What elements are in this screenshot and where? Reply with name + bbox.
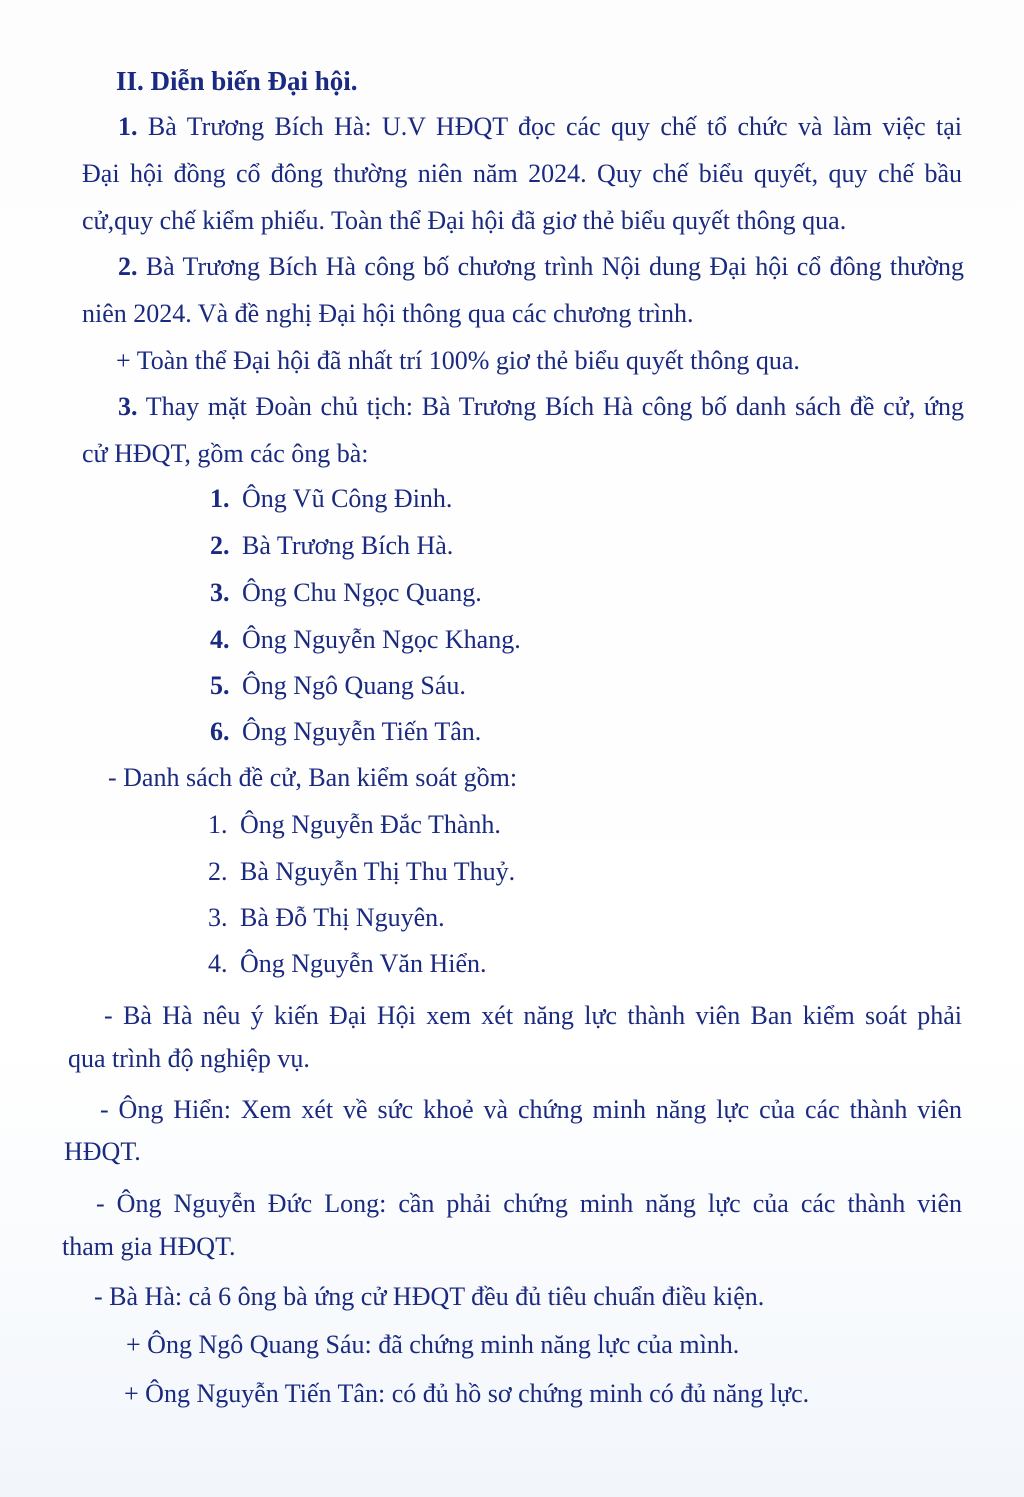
opinion-ha-2: - Bà Hà: cả 6 ông bà ứng cử HĐQT đều đủ tiêu chuẩn điều kiện.: [94, 1282, 765, 1311]
list-number: 3.: [210, 578, 230, 607]
item2-line3: + Toàn thể Đại hội đã nhất trí 100% giơ thẻ biểu quyết thông qua.: [116, 346, 800, 375]
hdqt-candidate-3: [210, 578, 482, 608]
opinion-long-line1: - Ông Nguyễn Đức Long: cần phải chứng minh năng lực của các thành viên: [96, 1189, 962, 1218]
candidate-name: Ông Nguyễn Tiến Tân.: [242, 717, 482, 746]
item3-number: 3.: [118, 392, 138, 421]
bks-candidate-2: [208, 857, 515, 887]
opinion-ha-1-line2: qua trình độ nghiệp vụ.: [68, 1044, 310, 1073]
item1-number: 1.: [118, 112, 138, 141]
candidate-name: Ông Chu Ngọc Quang.: [242, 578, 482, 607]
list-number: 2.: [208, 857, 228, 886]
hdqt-candidate-6: [210, 717, 481, 747]
candidate-name: Ông Nguyễn Đắc Thành.: [240, 810, 501, 839]
hdqt-candidate-5: [210, 671, 466, 701]
item3-line2: cử HĐQT, gồm các ông bà:: [82, 439, 369, 468]
list-number: 4.: [210, 625, 230, 654]
candidate-name: Ông Nguyễn Ngọc Khang.: [242, 625, 521, 654]
candidate-name: Ông Nguyễn Văn Hiển.: [240, 949, 487, 978]
item2-line1: [118, 252, 964, 282]
list-number: 5.: [210, 671, 230, 700]
item1-line2: Đại hội đồng cổ đông thường niên năm 2024. Quy chế biểu quyết, quy chế bầu: [82, 159, 962, 188]
list-number: 4.: [208, 949, 228, 978]
item1-line3: cử,quy chế kiểm phiếu. Toàn thể Đại hội đã giơ thẻ biểu quyết thông qua.: [82, 206, 847, 235]
hdqt-candidate-4: [210, 625, 521, 655]
list-number: 1.: [210, 484, 230, 513]
opinion-sau: + Ông Ngô Quang Sáu: đã chứng minh năng lực của mình.: [126, 1330, 740, 1359]
hdqt-candidate-1: [210, 484, 452, 514]
opinion-tan: + Ông Nguyễn Tiến Tân: có đủ hồ sơ chứng minh có đủ năng lực.: [124, 1379, 810, 1408]
bks-candidate-1: [208, 810, 501, 840]
bks-candidate-4: [208, 949, 486, 979]
list-number: 3.: [208, 903, 228, 932]
item1-text-1: Bà Trương Bích Hà: U.V HĐQT đọc các quy chế tổ chức và làm việc tại: [147, 112, 962, 141]
opinion-long-line2: tham gia HĐQT.: [62, 1232, 236, 1261]
item2-number: 2.: [118, 252, 138, 281]
candidate-name: Ông Ngô Quang Sáu.: [242, 671, 466, 700]
candidate-name: Ông Vũ Công Đinh.: [242, 484, 453, 513]
item3-text-1: Thay mặt Đoàn chủ tịch: Bà Trương Bích Hà công bố danh sách đề cử, ứng: [145, 392, 964, 421]
item2-line2: niên 2024. Và đề nghị Đại hội thông qua các chương trình.: [82, 299, 694, 328]
opinion-hien-line1: - Ông Hiển: Xem xét về sức khoẻ và chứng minh năng lực của các thành viên: [100, 1095, 962, 1124]
item3-line1: [118, 392, 964, 422]
section-title: II. Diễn biến Đại hội.: [116, 66, 358, 96]
list-number: 2.: [210, 531, 230, 560]
item2-text-1: Bà Trương Bích Hà công bố chương trình Nội dung Đại hội cổ đông thường: [145, 252, 965, 281]
opinion-hien-line2: HĐQT.: [64, 1137, 141, 1166]
list-number: 6.: [210, 717, 230, 746]
candidate-name: Bà Đỗ Thị Nguyên.: [240, 903, 445, 932]
opinion-ha-1-line1: - Bà Hà nêu ý kiến Đại Hội xem xét năng lực thành viên Ban kiểm soát phải: [104, 1001, 962, 1030]
candidate-name: Bà Trương Bích Hà.: [242, 531, 454, 560]
bks-intro: - Danh sách đề cử, Ban kiểm soát gồm:: [108, 763, 518, 792]
bks-candidate-3: [208, 903, 445, 933]
item1-line1: [118, 112, 962, 142]
list-number: 1.: [208, 810, 228, 839]
hdqt-candidate-2: [210, 531, 453, 561]
candidate-name: Bà Nguyễn Thị Thu Thuỷ.: [240, 857, 516, 886]
